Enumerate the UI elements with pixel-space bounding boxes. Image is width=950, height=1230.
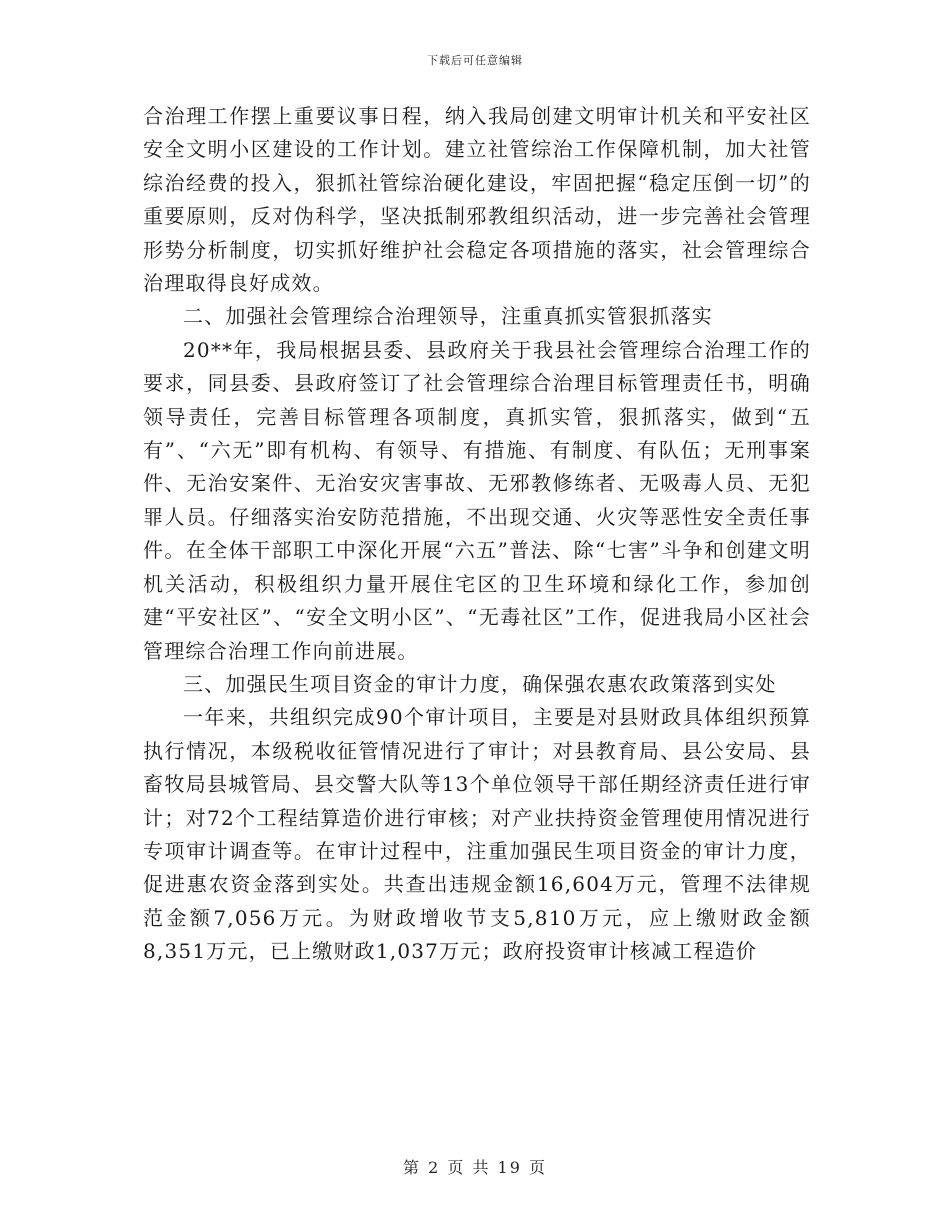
page-header: 下载后可任意编辑 [427, 54, 523, 67]
paragraph-section-2: 20**年，我局根据县委、县政府关于我县社会管理综合治理工作的要求，同县委、县政府签订了社会管理综合治理目标管理责任书，明确领导责任，完善目标管理各项制度，真抓实管，狠抓落实，做到“五有”、“六无”即有机构、有领导、有措施、有制度、有队伍；无刑事案件、无治安案件、无治安灾害事故、无邪教修练者、无吸毒人员、无犯罪人员。仔细落实治安防范措施，不出现交通、火灾等恶性安全责任事件。在全体干部职工中深化开展“六五”普法、除“七害”斗争和创建文明机关活动，积极组织力量开展住宅区的卫生环境和绿化工作，参加创建“平安社区”、“安全文明小区”、“无毒社区”工作，促进我局小区社会管理综合治理工作向前进展。 [143, 337, 811, 663]
page-number-footer: 第 2 页 共 19 页 [403, 1158, 547, 1177]
section-heading-3: 三、加强民生项目资金的审计力度，确保强农惠农政策落到实处 [183, 671, 777, 696]
section-heading-2: 二、加强社会管理综合治理领导，注重真抓实管狠抓落实 [183, 304, 713, 329]
paragraph-section-3: 一年来，共组织完成90个审计项目，主要是对县财政具体组织预算执行情况，本级税收征管情况进行了审计；对县教育局、县公安局、县畜牧局县城管局、县交警大队等13个单位领导干部任期经济责任进行审计；对72个工程结算造价进行审核；对产业扶持资金管理使用情况进行专项审计调查等。在审计过程中，注重加强民生项目资金的审计力度，促进惠农资金落到实处。共查出违规金额16,604万元，管理不法律规范金额7,056万元。为财政增收节支5,810万元，应上缴财政金额8,351万元，已上缴财政1,037万元；政府投资审计核减工程造价 [143, 705, 811, 964]
paragraph-continuation: 合治理工作摆上重要议事日程，纳入我局创建文明审计机关和平安社区安全文明小区建设的工作计划。建立社管综治工作保障机制，加大社管综治经费的投入，狠抓社管综治硬化建设，牢固把握“稳定压倒一切”的重要原则，反对伪科学，坚决抵制邪教组织活动，进一步完善社会管理形势分析制度，切实抓好维护社会稳定各项措施的落实，社会管理综合治理取得良好成效。 [143, 104, 811, 296]
document-body [143, 100, 811, 969]
